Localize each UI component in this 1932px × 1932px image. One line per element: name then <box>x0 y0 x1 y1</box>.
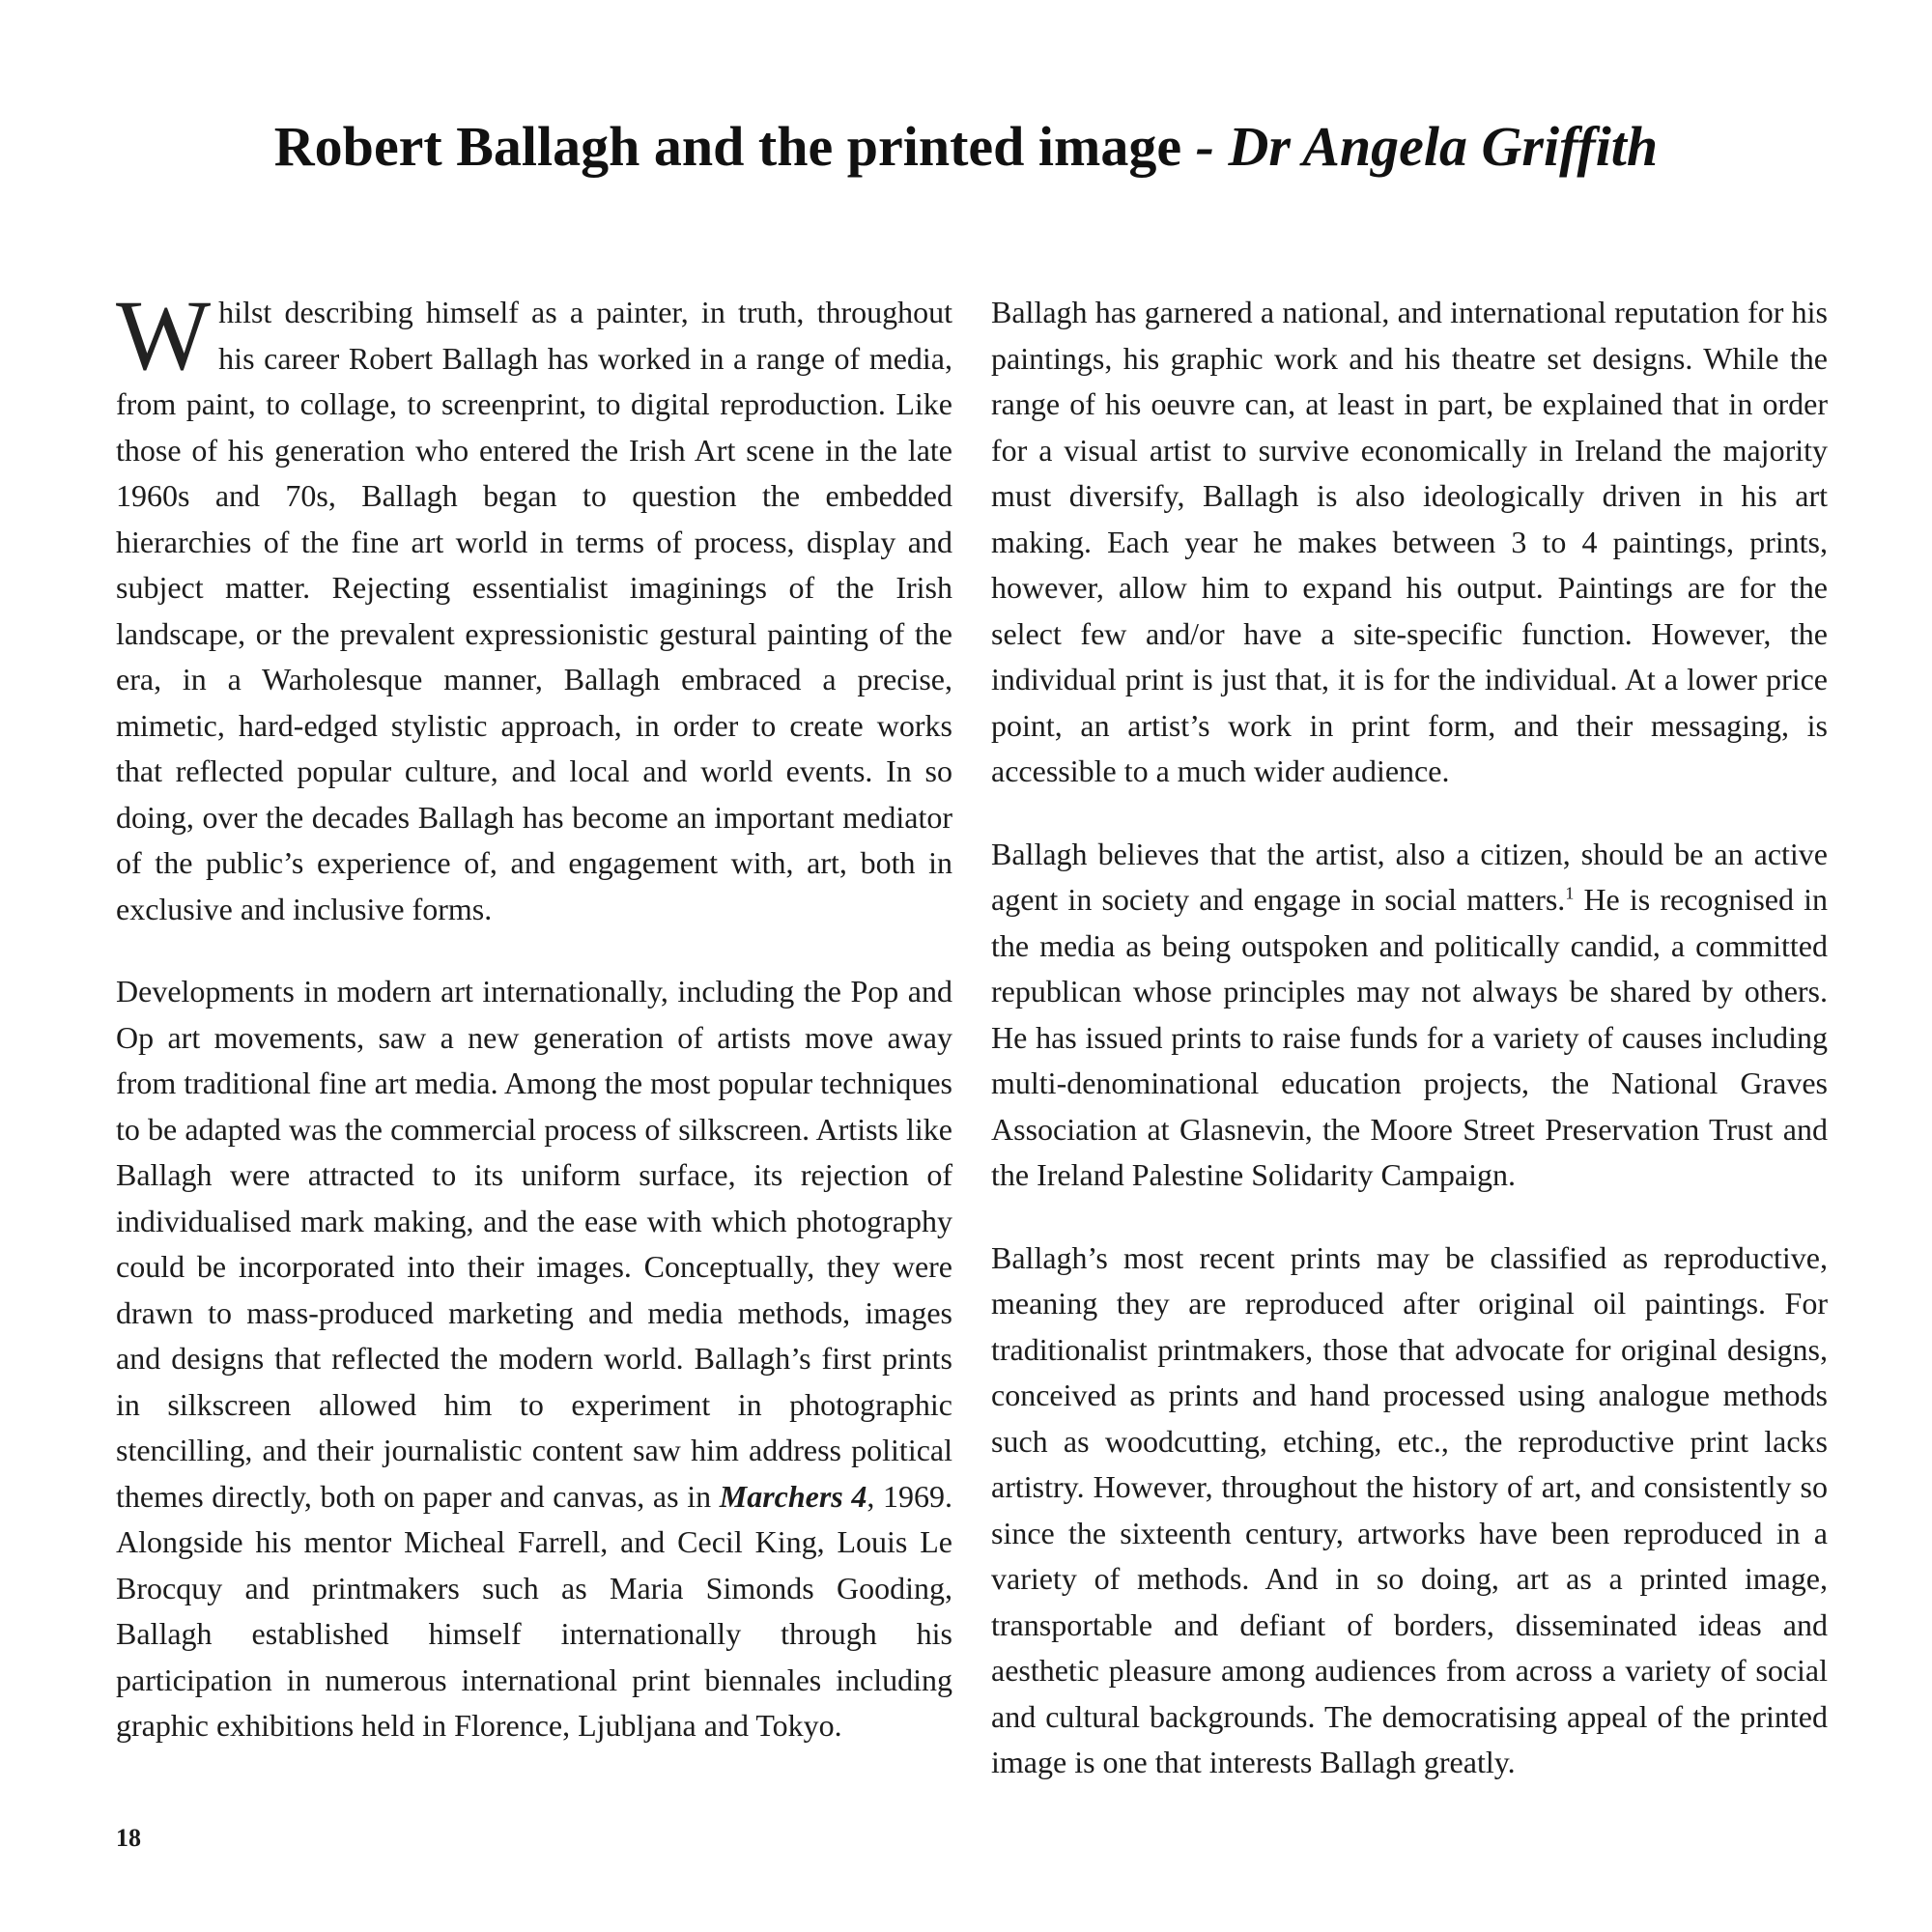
right-paragraph-2-text-a: Ballagh believes that the artist, also a citizen, should be an active agent in society and engage in social matters. <box>991 836 1828 917</box>
footnote-marker[interactable]: 1 <box>1565 883 1575 903</box>
page-title <box>0 108 1932 185</box>
page-number: 18 <box>116 1824 141 1852</box>
left-column <box>116 280 953 1786</box>
left-paragraph-1-text: hilst describing himself as a painter, in truth, throughout his career Robert Ballagh has worked in a range of media, from paint, to collage, to screenprint, to digital reproduction. Like those of his generation who entered the Irish Art scene in the late 1960s and 70s, Ballagh began to question the embedded hierarchies of the fine art world in terms of process, display and subject matter. Rejecting essentialist imaginings of the Irish landscape, or the prevalent expressionistic gestural painting of the era, in a Warholesque manner, Ballagh embraced a precise, mimetic, hard-edged stylistic approach, in order to create works that reflected popular culture, and local and world events. In so doing, over the decades Ballagh has become an important mediator of the public’s experience of, and engagement with, art, both in exclusive and inclusive forms. <box>116 295 952 926</box>
left-paragraph-2-text-a: Developments in modern art internationally, including the Pop and Op art movements, saw a new generation of artists move away from traditional fine art media. Among the most popular techniques to be adapted was the commercial process of silkscreen. Artists like Ballagh were attracted to its uniform surface, its rejection of individualised mark making, and the ease with which photography could be incorporated into their images. Conceptually, they were drawn to mass-produced marketing and media methods, images and designs that reflected the modern world. Ballagh’s first prints in silkscreen allowed him to experiment in photographic stencilling, and their journalistic content saw him address political themes directly, both on paper and canvas, as in <box>116 974 952 1514</box>
drop-cap: W <box>116 280 212 391</box>
title-separator: - <box>1195 115 1214 178</box>
title-author <box>1196 115 1659 178</box>
title-main: Robert Ballagh and the printed image <box>273 115 1182 178</box>
author-name: Dr Angela Griffith <box>1228 115 1659 178</box>
left-paragraph-2 <box>116 969 952 1749</box>
artwork-title: Marchers 4 <box>719 1478 867 1514</box>
right-paragraph-2 <box>991 832 1828 1199</box>
right-paragraph-1: Ballagh has garnered a national, and international reputation for his paintings, his graphic work and his theatre set designs. While the range of his oeuvre can, at least in part, be explained that in order for a visual artist to survive economically in Ireland the majority must diversify, Ballagh is also ideologically driven in his art making. Each year he makes between 3 to 4 paintings, prints, however, allow him to expand his output. Paintings are for the select few and/or have a site-specific function. However, the individual print is just that, it is for the individual. At a lower price point, an artist’s work in print form, and their messaging, is accessible to a much wider audience. <box>991 295 1828 788</box>
right-column <box>991 290 1828 1823</box>
right-paragraph-3: Ballagh’s most recent prints may be classified as reproductive, meaning they are reproduced after original oil paintings. For traditionalist printmakers, those that advocate for original designs, conceived as prints and hand processed using analogue methods such as woodcutting, etching, etc., the reproductive print lacks artistry. However, throughout the history of art, and consistently so since the sixteenth century, artworks have been reproduced in a variety of methods. And in so doing, art as a printed image, transportable and defiant of borders, disseminated ideas and aesthetic pleasure among audiences from across a variety of social and cultural backgrounds. The democratising appeal of the printed image is one that interests Ballagh greatly. <box>991 1239 1828 1779</box>
left-paragraph-1 <box>116 280 952 932</box>
left-paragraph-2-text-b: , 1969. Alongside his mentor Micheal Farrell, and Cecil King, Louis Le Brocquy and printmakers such as Maria Simonds Gooding, Ballagh established himself internationally through his participation in numerous international print biennales including graphic exhibitions held in Florence, Ljubljana and Tokyo. <box>116 1478 953 1743</box>
right-paragraph-2-text-b: He is recognised in the media as being outspoken and politically candid, a committed republican whose principles may not always be shared by others. He has issued prints to raise funds for a variety of causes including multi-denominational education projects, the National Graves Association at Glasnevin, the Moore Street Preservation Trust and the Ireland Palestine Solidarity Campaign. <box>991 882 1829 1192</box>
